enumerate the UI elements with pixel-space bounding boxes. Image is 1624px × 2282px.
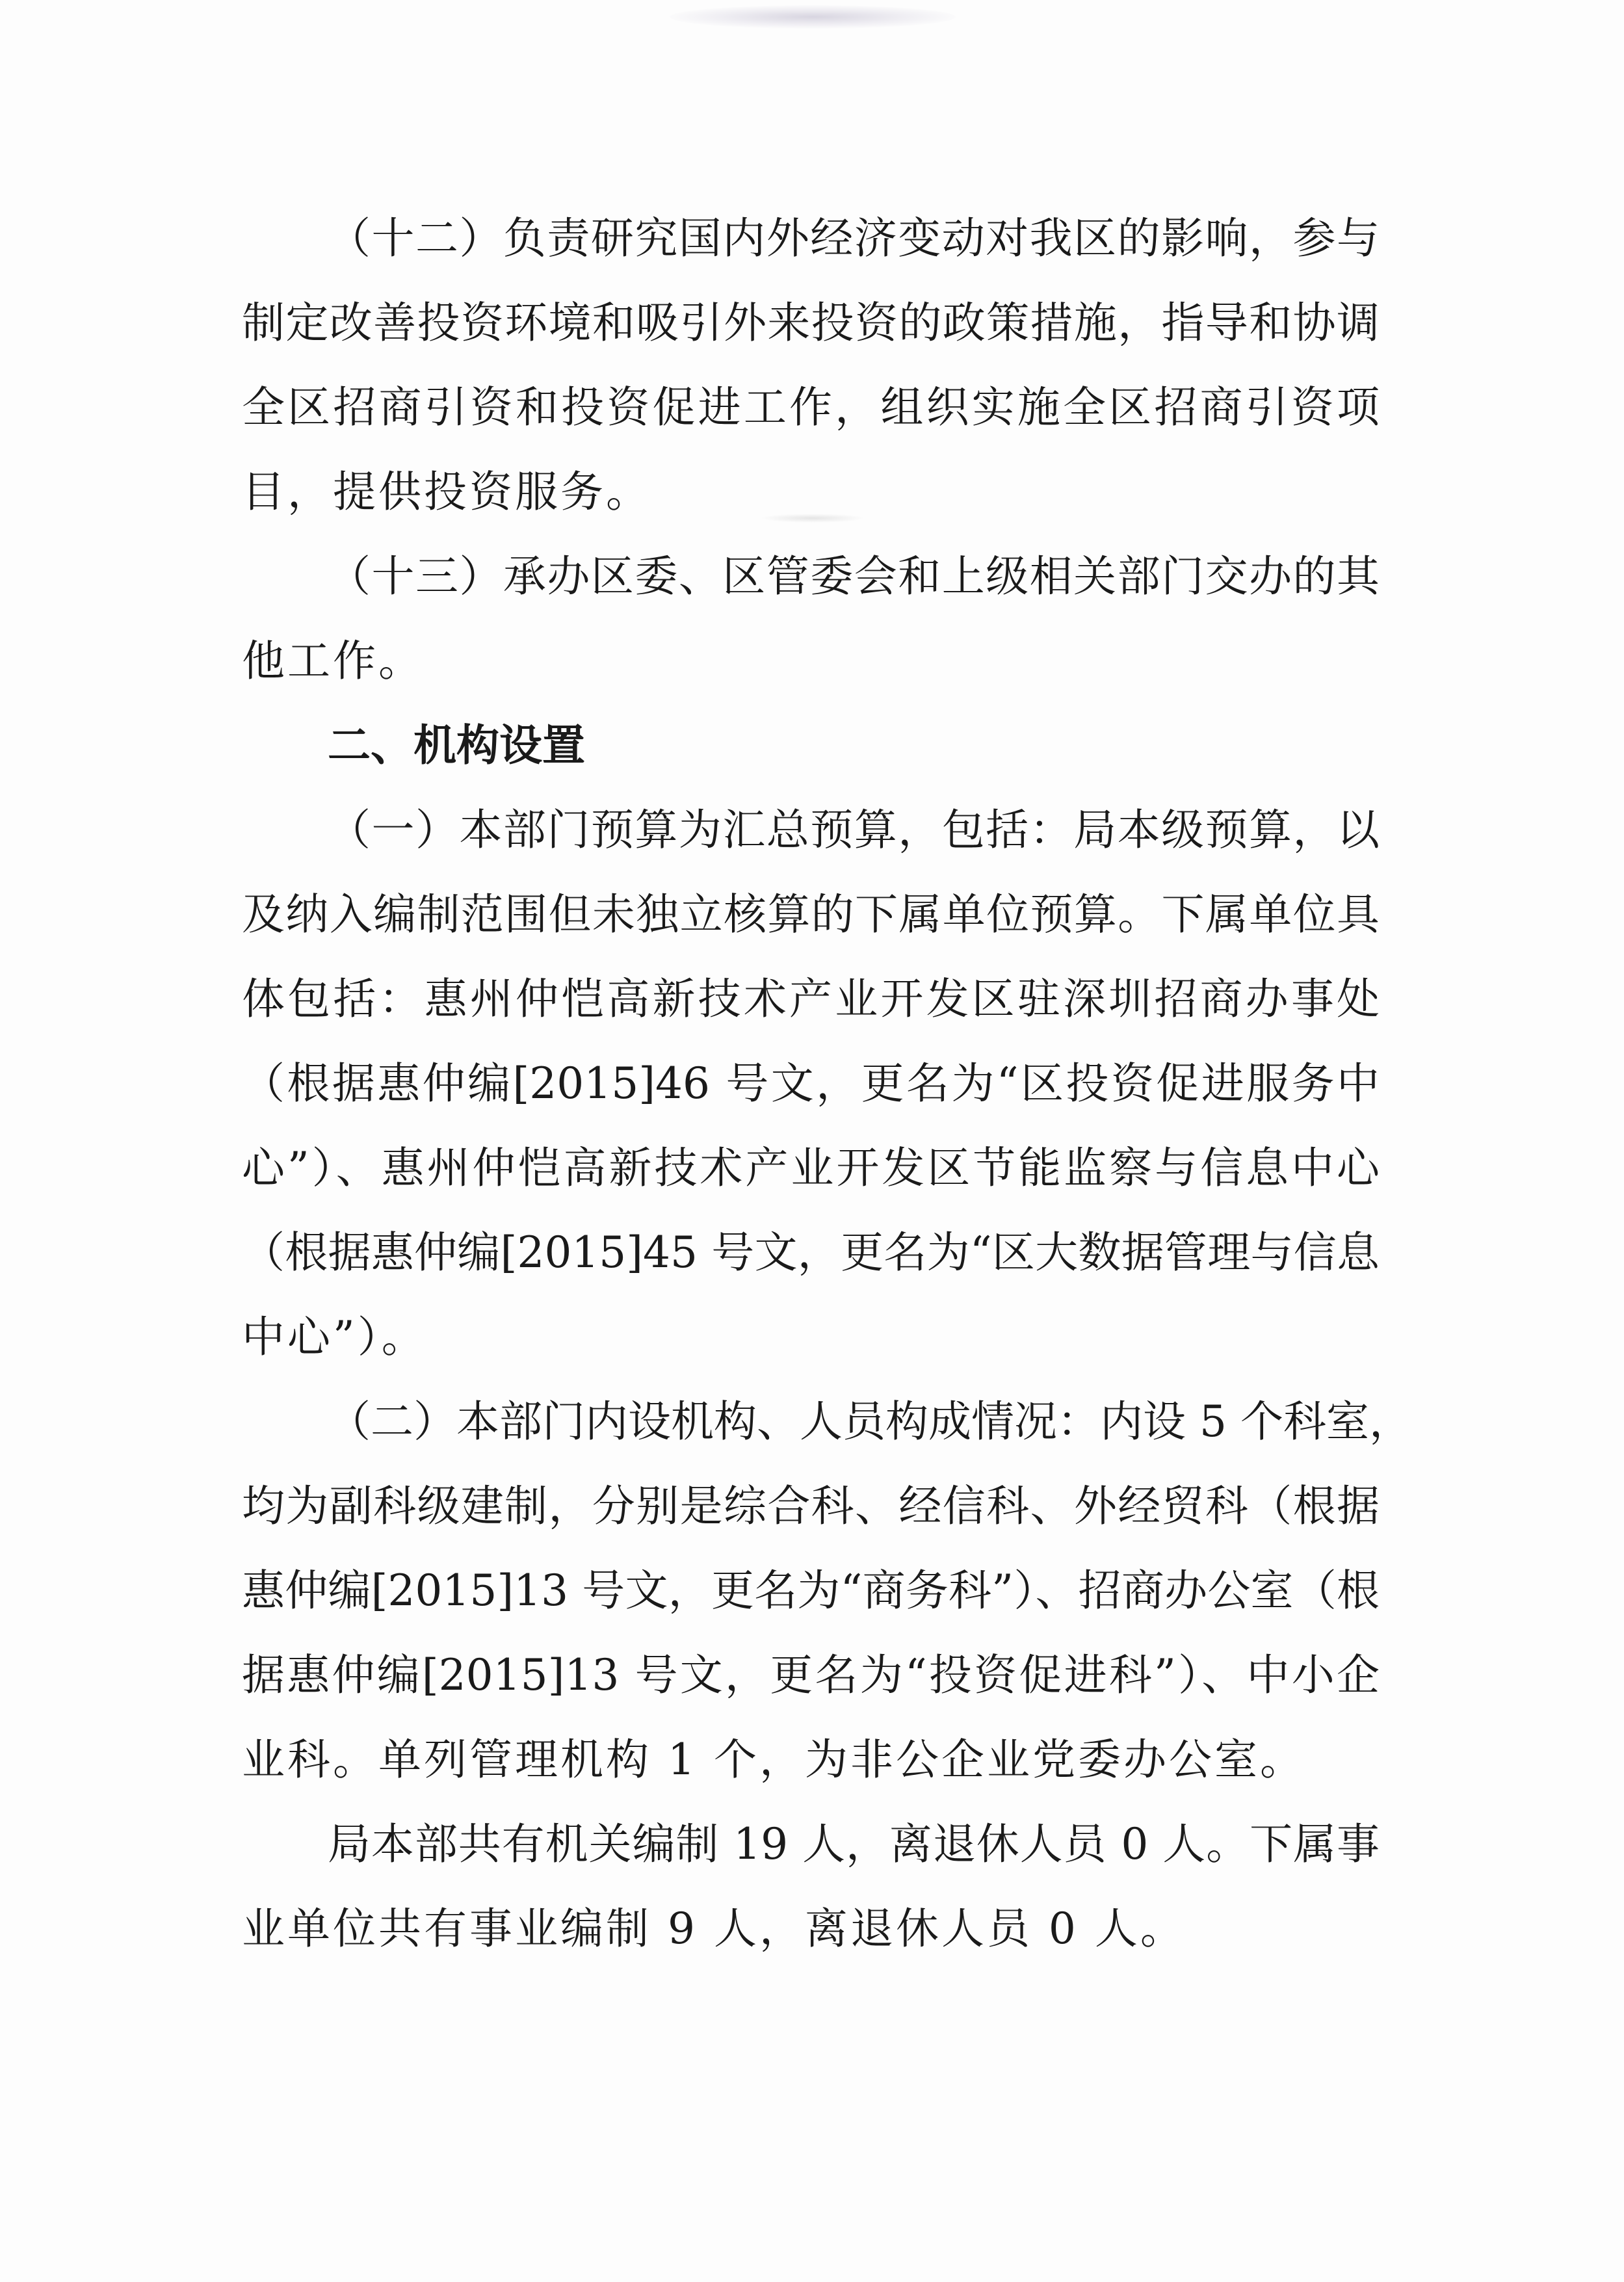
text-line: 中心”）。 xyxy=(242,1312,427,1362)
text-line: （根据惠仲编[2015]45 号文，更名为“区大数据管理与信息 xyxy=(242,1227,1380,1278)
text-line: （二）本部门内设机构、人员构成情况：内设 5 个科室， xyxy=(328,1397,1412,1447)
text-line: 及纳入编制范围但未独立核算的下属单位预算。下属单位具 xyxy=(242,889,1380,939)
text-line: 全区招商引资和投资促进工作，组织实施全区招商引资项 xyxy=(242,382,1380,432)
paragraph-org-structure-2 xyxy=(242,1380,1412,1802)
paragraph-org-structure-1 xyxy=(242,788,1380,1380)
document-body xyxy=(242,196,1412,1971)
text-line: （一）本部门预算为汇总预算，包括：局本级预算，以 xyxy=(328,805,1380,855)
paragraph-item-12 xyxy=(242,196,1380,534)
paragraph-item-13 xyxy=(242,534,1380,703)
text-line: 业单位共有事业编制 9 人，离退休人员 0 人。 xyxy=(242,1904,1186,1954)
text-line: 业科。单列管理机构 1 个，为非公企业党委办公室。 xyxy=(242,1735,1305,1785)
text-line: （十三）承办区委、区管委会和上级相关部门交办的其 xyxy=(328,551,1380,601)
text-line: 制定改善投资环境和吸引外来投资的政策措施，指导和协调 xyxy=(242,298,1380,348)
section-heading: 二、机构设置 xyxy=(328,720,585,770)
text-line: 局本部共有机关编制 19 人，离退休人员 0 人。下属事 xyxy=(328,1819,1380,1869)
text-line: 心”）、惠州仲恺高新技术产业开发区节能监察与信息中心 xyxy=(242,1143,1380,1193)
text-line: （根据惠仲编[2015]46 号文，更名为“区投资促进服务中 xyxy=(242,1058,1380,1108)
text-line: 均为副科级建制，分别是综合科、经信科、外经贸科（根据 xyxy=(242,1481,1380,1531)
paragraph-staffing xyxy=(242,1802,1380,1971)
text-line: 惠仲编[2015]13 号文，更名为“商务科”）、招商办公室（根 xyxy=(242,1566,1380,1616)
scan-stamp-smudge xyxy=(670,5,956,29)
text-line: 据惠仲编[2015]13 号文，更名为“投资促进科”）、中小企 xyxy=(242,1650,1380,1700)
text-line: 体包括：惠州仲恺高新技术产业开发区驻深圳招商办事处 xyxy=(242,974,1380,1024)
text-line: 他工作。 xyxy=(242,636,424,686)
text-line: 目，提供投资服务。 xyxy=(242,467,651,517)
text-line: （十二）负责研究国内外经济变动对我区的影响，参与 xyxy=(328,213,1380,263)
